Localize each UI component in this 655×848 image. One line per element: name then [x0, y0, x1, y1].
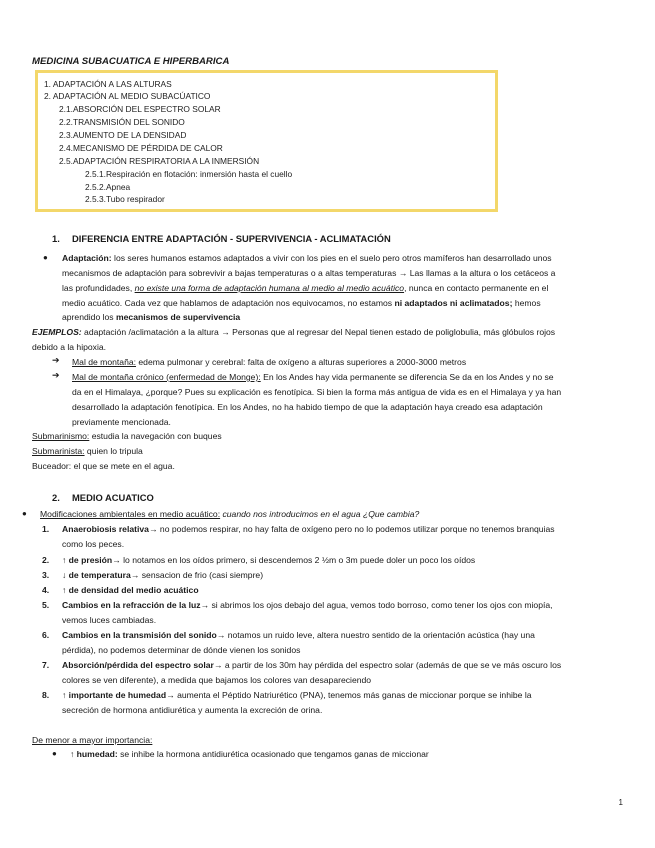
- section-heading: MEDIO ACUATICO: [72, 492, 154, 503]
- document-title: MEDICINA SUBACUATICA E HIPERBARICA: [32, 56, 230, 67]
- toc-item: 2.5.2.Apnea: [85, 182, 131, 192]
- body-text: quien lo tripula: [84, 446, 143, 456]
- list-item-title: ↑ de densidad del medio acuático: [62, 585, 199, 595]
- list-number: 5.: [42, 600, 50, 610]
- bullet-icon: ●: [52, 749, 57, 758]
- list-item-title: ↓ de temperatura: [62, 570, 131, 580]
- list-number: 1.: [42, 524, 50, 534]
- list-number: 6.: [42, 630, 50, 640]
- term-label: Mal de montaña:: [72, 357, 137, 367]
- body-text: previamente mencionada.: [72, 417, 171, 427]
- section-number: 1.: [52, 233, 60, 244]
- list-item-text: → notamos un ruido leve, altera nuestro sentido de la orientación acústica (hay una: [216, 630, 535, 640]
- term-label: Adaptación:: [62, 253, 112, 263]
- body-text: se inhibe la hormona antidiurética ocasionado que tengamos ganas de miccionar: [117, 749, 429, 759]
- body-text: , nunca en contacto permanente en el: [404, 283, 549, 293]
- term-label: Modificaciones ambientales en medio acuático:: [40, 509, 221, 519]
- term-label: Submarinista:: [32, 446, 85, 456]
- body-text: debido a la hipoxia.: [32, 342, 107, 352]
- list-item-text: vemos luces cambiadas.: [62, 615, 157, 625]
- list-item-text: → a partir de los 30m hay pérdida del espectro solar (además de que se ve más oscuro los: [213, 660, 562, 670]
- list-item-text: secreción de hormona antidiurética y aumenta la excreción de orina.: [62, 705, 323, 715]
- body-text: Buceador: el que se mete en el agua.: [32, 461, 175, 471]
- list-item-text: como los peces.: [62, 539, 125, 549]
- list-item-text: pérdida), no podemos determinar de dónde vienen los sonidos: [62, 645, 301, 655]
- list-number: 8.: [42, 690, 50, 700]
- examples-label: EJEMPLOS:: [32, 327, 82, 337]
- arrow-bullet-icon: ➔: [52, 355, 60, 365]
- list-item-title: ↑ de presión: [62, 555, 113, 565]
- arrow-bullet-icon: ➔: [52, 370, 60, 380]
- body-text: hemos: [512, 298, 541, 308]
- body-text: las profundidades,: [62, 283, 135, 293]
- subheading: De menor a mayor importancia:: [32, 735, 153, 745]
- list-item-title: Cambios en la transmisión del sonido: [62, 630, 217, 640]
- page-number: 1: [618, 798, 623, 807]
- body-text: estudia la navegación con buques: [89, 431, 222, 441]
- toc-item: 2.1.ABSORCIÓN DEL ESPECTRO SOLAR: [59, 104, 221, 114]
- body-text: adaptación /aclimatación a la altura → Personas que al regresar del Nepal tienen estado de poliglobulia, más glóbulos rojos: [81, 327, 556, 337]
- body-text: medio acuático. Cada vez que hablamos de adaptación nos equivocamos, no estamos: [62, 298, 395, 308]
- body-text: mecanismos de adaptación para sobrevivir a bajas temperaturas o a altas temperaturas → Las llamas a la altura o los cetáceos a: [62, 268, 556, 278]
- toc-item: 2.5.3.Tubo respirador: [85, 194, 165, 204]
- list-item-text: colores se ven diferente), a medida que bajamos los colores van desapareciendo: [62, 675, 372, 685]
- body-text: desarrollado la adaptación fenotípica. En los Andes, no ha habido tiempo de que la adaptación haya creado esa adaptación: [72, 402, 543, 412]
- list-number: 2.: [42, 555, 50, 565]
- list-item-text: → aumenta el Péptido Natriurético (PNA), tenemos más ganas de miccionar porque se inhibe la: [166, 690, 532, 700]
- bullet-icon: ●: [22, 509, 27, 518]
- bold-text: ni adaptados ni aclimatados;: [394, 298, 513, 308]
- list-item-title: Anaerobiosis relativa: [62, 524, 149, 534]
- body-text: da en el Himalaya, ¿porque? Pues su explicación es fenotípica. Si bien la forma más antigua de vida es en el Himalaya y ya han: [72, 387, 562, 397]
- toc-item: 2.2.TRANSMISIÓN DEL SONIDO: [59, 117, 185, 127]
- section-heading: DIFERENCIA ENTRE ADAPTACIÓN - SUPERVIVENCIA - ACLIMATACIÓN: [72, 233, 391, 244]
- toc-item: 2.5.ADAPTACIÓN RESPIRATORIA A LA INMERSIÓN: [59, 156, 260, 166]
- term-label: Submarinismo:: [32, 431, 90, 441]
- list-number: 7.: [42, 660, 50, 670]
- toc-item: 2. ADAPTACIÓN AL MEDIO SUBACÚATICO: [44, 91, 211, 101]
- body-text: aprendido los: [62, 312, 116, 322]
- term-label: ↑ humedad:: [70, 749, 118, 759]
- emphasis-text: no existe una forma de adaptación humana al medio al medio acuático: [134, 283, 405, 293]
- body-text: edema pulmonar y cerebral: falta de oxígeno a alturas superiores a 2000-3000 metros: [136, 357, 467, 367]
- body-text: En los Andes hay vida permanente se diferencia Se da en los Andes y no se: [260, 372, 554, 382]
- bold-text: mecanismos de supervivencia: [116, 312, 241, 322]
- toc-item: 2.5.1.Respiración en flotación: inmersión hasta el cuello: [85, 169, 293, 179]
- list-item-text: → lo notamos en los oídos primero, si descendemos 2 ½m o 3m puede doler un poco los oídos: [112, 555, 476, 565]
- list-number: 4.: [42, 585, 50, 595]
- list-item-title: Absorción/pérdida del espectro solar: [62, 660, 214, 670]
- list-item-title: Cambios en la refracción de la luz: [62, 600, 201, 610]
- term-label: Mal de montaña crónico (enfermedad de Monge):: [72, 372, 261, 382]
- toc-item: 2.3.AUMENTO DE LA DENSIDAD: [59, 130, 187, 140]
- body-text: los seres humanos estamos adaptados a vivir con los pies en el suelo pero otros mamíferos han desarrollado unos: [111, 253, 552, 263]
- table-of-contents: [35, 70, 498, 212]
- body-text: cuando nos introducimos en el agua ¿Que cambia?: [220, 509, 420, 519]
- list-item-text: → no podemos respirar, no hay falta de oxígeno pero no lo podemos utilizar porque no tenemos branquias: [148, 524, 555, 534]
- bullet-icon: ●: [43, 253, 48, 262]
- list-number: 3.: [42, 570, 50, 580]
- list-item-text: → si abrimos los ojos debajo del agua, vemos todo borroso, como tener los ojos con miopía,: [200, 600, 553, 610]
- list-item-title: ↑ importante de humedad: [62, 690, 167, 700]
- list-item-text: → sensacion de frio (casi siempre): [130, 570, 264, 580]
- toc-item: 2.4.MECANISMO DE PÉRDIDA DE CALOR: [59, 143, 223, 153]
- toc-item: 1. ADAPTACIÓN A LAS ALTURAS: [44, 79, 172, 89]
- section-number: 2.: [52, 492, 60, 503]
